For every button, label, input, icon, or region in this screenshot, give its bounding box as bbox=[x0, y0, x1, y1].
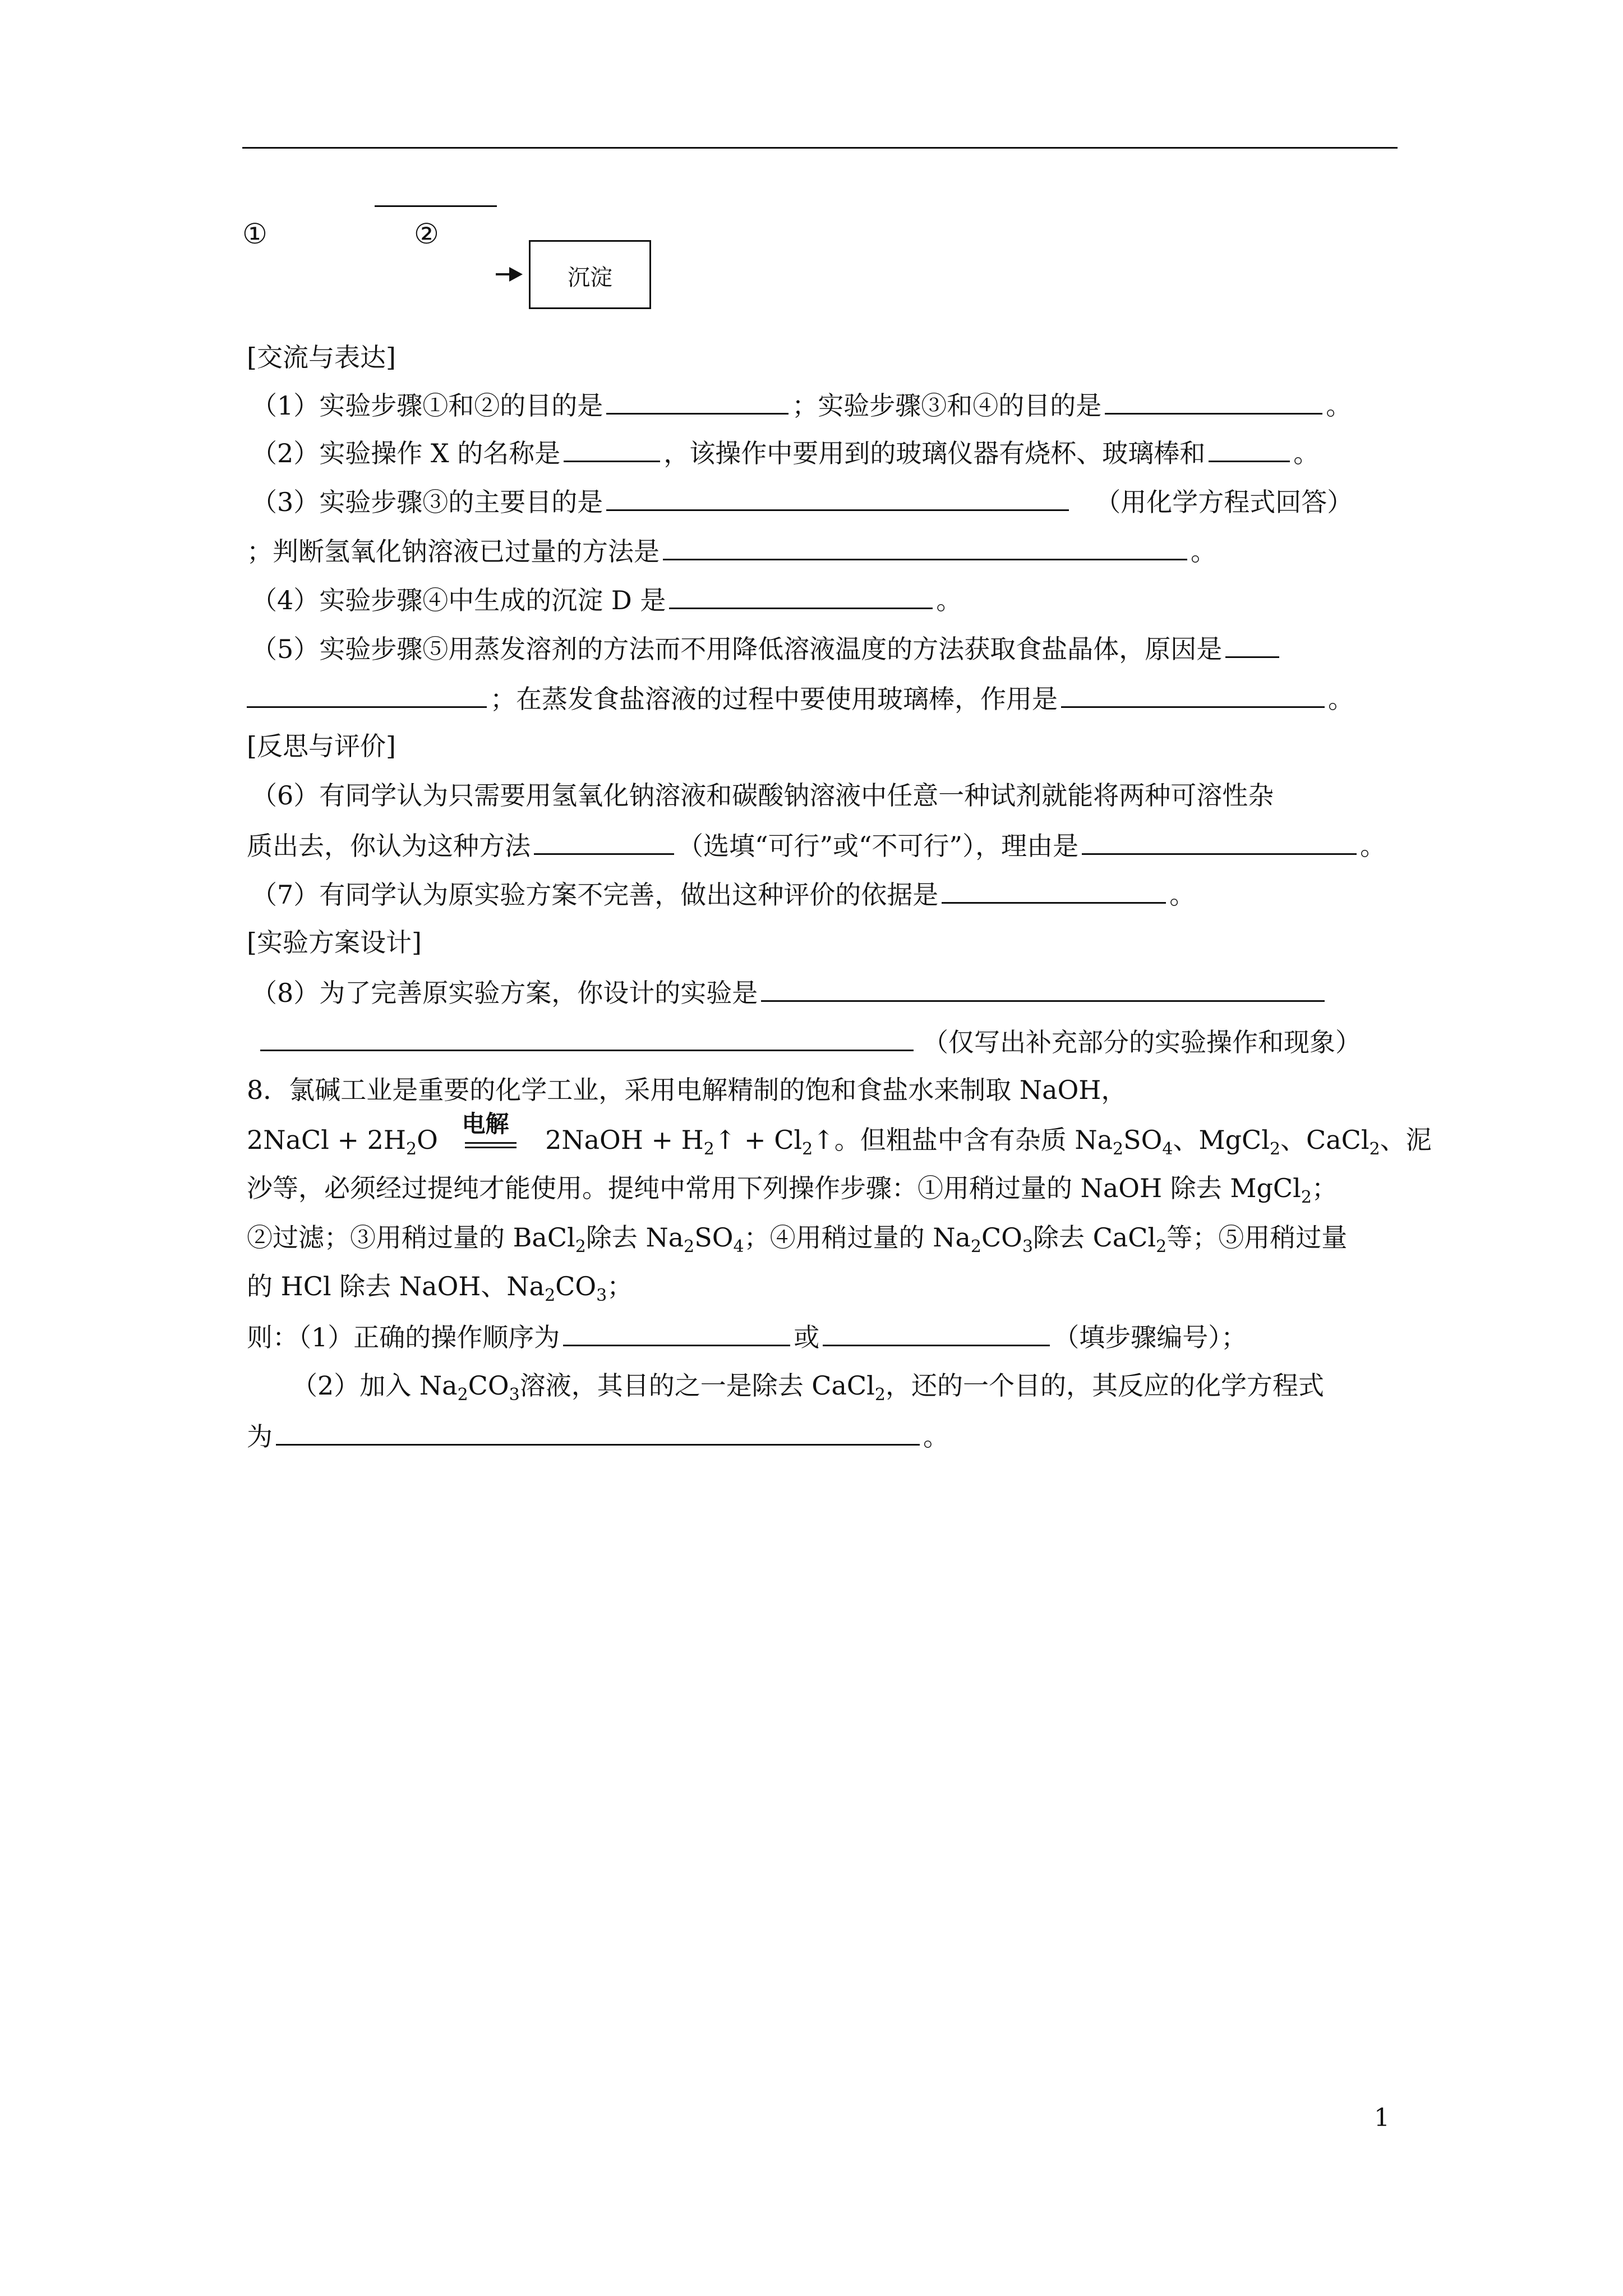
answer-blank-7[interactable] bbox=[942, 876, 1166, 904]
problem-8-question-1: 则：（1）正确的操作顺序为 或 （填步骤编号）； bbox=[247, 1319, 1247, 1354]
answer-blank-2b[interactable] bbox=[1209, 435, 1290, 462]
precipitate-box bbox=[529, 240, 651, 309]
diagram-step-1: ① bbox=[242, 218, 268, 250]
section-reflect: [反思与评价] bbox=[247, 731, 396, 761]
problem-8-line-4: ②过滤；③用稍过量的 BaCl$_2$除去 $Na_2SO_4$；④用稍过量的 $Na_2CO_3$除去 CaCl$_2$等；⑤用稍过量 bbox=[247, 1222, 1348, 1257]
answer-blank-1a[interactable] bbox=[606, 387, 789, 415]
problem-8-question-2: （2）加入 $Na_2CO_3$溶液，其目的之一是除去 CaCl$_2$，还的一个目的，其反应的化学方程式 bbox=[292, 1370, 1324, 1405]
diagram-step-2: ② bbox=[414, 218, 439, 250]
answer-blank-5a-start[interactable] bbox=[1225, 631, 1279, 658]
diagram-line bbox=[375, 205, 497, 207]
problem-8-line-5: 的 HCl 除去 NaOH、$Na_2CO_3$； bbox=[247, 1271, 633, 1305]
answer-blank-3b[interactable] bbox=[663, 533, 1187, 560]
electrolysis-condition: 电解 bbox=[465, 1123, 517, 1157]
answer-blank-5b[interactable] bbox=[1061, 680, 1325, 708]
question-6-cont: 质出去，你认为这种方法 （选填“可行”或“不可行”），理由是 。 bbox=[247, 827, 1386, 863]
answer-blank-8b[interactable] bbox=[260, 1024, 914, 1051]
question-1: （1）实验步骤①和②的目的是 ；实验步骤③和④的目的是 。 bbox=[247, 387, 1352, 422]
answer-blank-6b[interactable] bbox=[1082, 827, 1357, 855]
answer-blank-5a[interactable] bbox=[247, 680, 487, 708]
question-6: （6）有同学认为只需要用氢氧化钠溶液和碳酸钠溶液中任意一种试剂就能将两种可溶性杂 bbox=[251, 780, 1274, 811]
answer-blank-p8-1a[interactable] bbox=[563, 1319, 790, 1346]
question-5: （5）实验步骤⑤用蒸发溶剂的方法而不用降低溶液温度的方法获取食盐晶体，原因是 bbox=[247, 631, 1283, 666]
page-number: 1 bbox=[1374, 2104, 1390, 2132]
question-3: （3）实验步骤③的主要目的是 （用化学方程式回答） bbox=[247, 484, 1353, 519]
answer-blank-3a[interactable] bbox=[606, 484, 1069, 511]
answer-blank-p8-2[interactable] bbox=[276, 1418, 920, 1446]
question-5-cont: ；在蒸发食盐溶液的过程中要使用玻璃棒，作用是 。 bbox=[247, 680, 1354, 716]
problem-8-question-2-cont: 为 。 bbox=[247, 1418, 949, 1453]
diagram-arrow-head bbox=[509, 267, 523, 282]
question-7: （7）有同学认为原实验方案不完善，做出这种评价的依据是 。 bbox=[247, 876, 1195, 912]
section-exchange: [交流与表达] bbox=[247, 342, 396, 372]
question-8: （8）为了完善原实验方案，你设计的实验是 bbox=[247, 974, 1328, 1010]
problem-8-line-3: 沙等，必须经过提纯才能使用。提纯中常用下列操作步骤：①用稍过量的 NaOH 除去 MgCl$_2$； bbox=[247, 1173, 1338, 1207]
answer-blank-p8-1b[interactable] bbox=[823, 1319, 1050, 1346]
question-8-cont: （仅写出补充部分的实验操作和现象） bbox=[247, 1024, 1361, 1059]
answer-blank-2a[interactable] bbox=[564, 435, 660, 462]
precipitate-label: 沉淀 bbox=[568, 265, 612, 291]
section-design: [实验方案设计] bbox=[247, 927, 422, 958]
question-4: （4）实验步骤④中生成的沉淀 D 是 。 bbox=[247, 582, 962, 617]
answer-blank-4[interactable] bbox=[669, 582, 933, 609]
header-rule bbox=[242, 147, 1398, 149]
answer-blank-6a[interactable] bbox=[534, 827, 674, 855]
problem-8-intro: 8．氯碱工业是重要的化学工业，采用电解精制的饱和食盐水来制取 NaOH， bbox=[247, 1075, 1127, 1105]
answer-blank-8a[interactable] bbox=[761, 974, 1325, 1002]
question-3-cont: ；判断氢氧化钠溶液已过量的方法是 。 bbox=[247, 533, 1216, 568]
question-2: （2）实验操作 X 的名称是 ，该操作中要用到的玻璃仪器有烧杯、玻璃棒和 。 bbox=[247, 435, 1319, 470]
answer-blank-1b[interactable] bbox=[1105, 387, 1322, 415]
problem-8-equation: 2NaCl + $2H_2O$ 电解 2NaOH + $H_2↑$ + $Cl_2↑$。但粗盐中含有杂质 $Na_2SO_4$、MgCl$_2$、CaCl$_2$、泥 bbox=[247, 1110, 1432, 1159]
